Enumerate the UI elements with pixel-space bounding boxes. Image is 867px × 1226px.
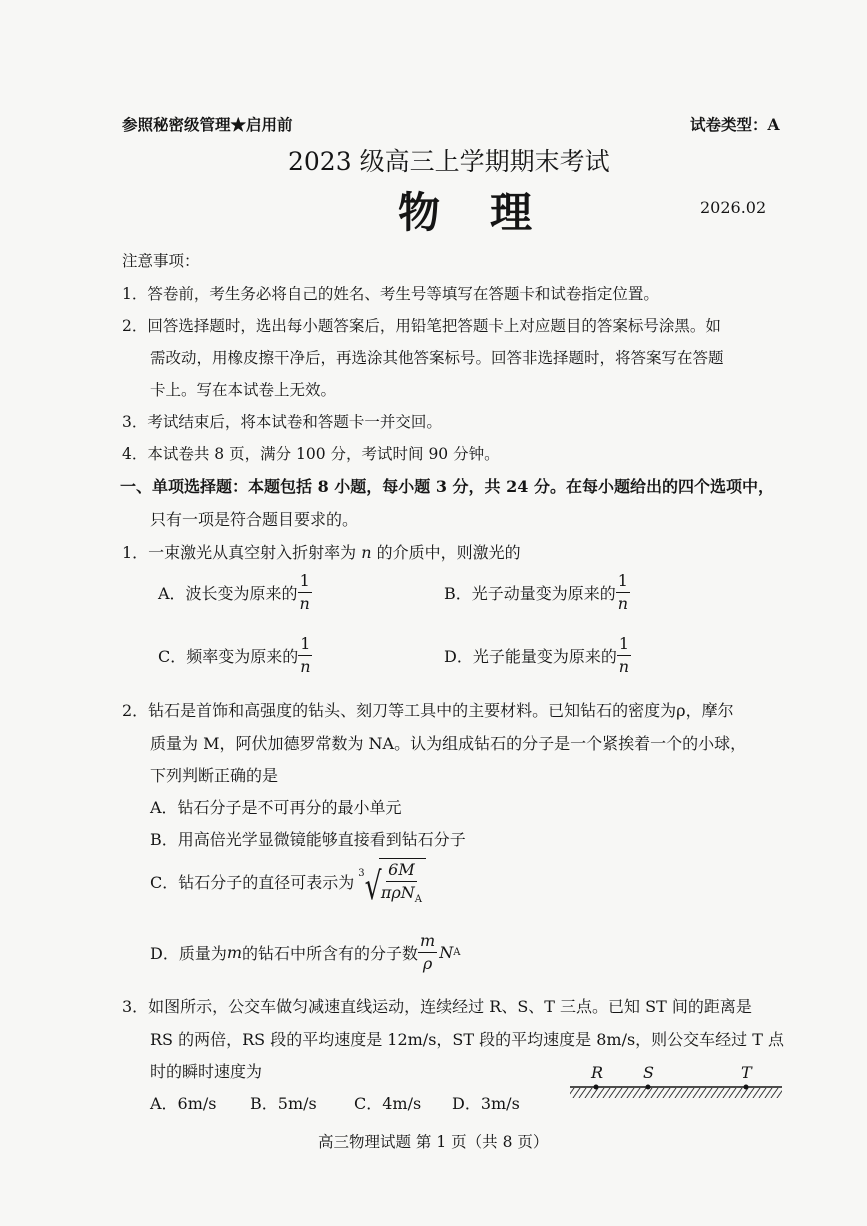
subject-title: 物 理 [398,188,537,237]
point-label-s: S [643,1063,654,1082]
note-line: 4．本试卷共 8 页，满分 100 分，考试时间 90 分钟。 [122,445,500,463]
point-t-dot [744,1085,749,1090]
note-line: 需改动，用橡皮擦干净后，再选涂其他答案标号。回答非选择题时，将答案写在答题 [150,349,724,367]
question-2-line: 下列判断正确的是 [150,766,279,785]
ground-hatch [570,1088,782,1098]
exam-date: 2026.02 [700,198,767,217]
confidential-label: 参照秘密级管理★启用前 [122,115,293,134]
question-3-line: 3．如图所示，公交车做匀减速直线运动，连续经过 R、S、T 三点。已知 ST 间的距离是 [122,997,752,1016]
page-footer: 高三物理试题 第 1 页（共 8 页） [318,1133,549,1151]
paper-type-label: 试卷类型：A [690,115,780,134]
exam-title: 2023 级高三上学期期末考试 [288,147,610,176]
question-2-option-b: B．用高倍光学显微镜能够直接看到钻石分子 [150,830,466,849]
question-3-option-c: C．4m/s [354,1094,422,1113]
question-2-line: 质量为 M，阿伏加德罗常数为 NA。认为组成钻石的分子是一个紧挨着一个的小球， [150,734,747,753]
question-1-stem: 1．一束激光从真空射入折射率为 n 的介质中，则激光的 [122,543,521,562]
note-line: 卡上。写在本试卷上无效。 [150,381,337,399]
question-3-option-a: A．6m/s [150,1094,217,1113]
point-r-dot [594,1085,599,1090]
notes-heading: 注意事项： [122,252,200,270]
question-2-option-c: C．钻石分子的直径可表示为 3 √ $\frac{6M}{\pi\rho N_A}$ [150,858,426,905]
question-2-option-d: D．质量为 m 的钻石中所含有的分子数 $\frac{m}{\rho}$ N A [150,931,461,973]
point-s-dot [646,1085,651,1090]
question-3-line: 时的瞬时速度为 [150,1062,263,1081]
question-3-option-d: D．3m/s [452,1094,520,1113]
note-line: 1．答卷前，考生务必将自己的姓名、考生号等填写在答题卡和试卷指定位置。 [122,285,659,303]
note-line: 2．回答选择题时，选出每小题答案后，用铅笔把答题卡上对应题目的答案标号涂黑。如 [122,317,721,335]
road-diagram [566,1078,786,1106]
question-1-option-c: C．频率变为原来的 $\frac{1}{n}$ [158,634,311,676]
question-3-option-b: B．5m/s [250,1094,317,1113]
section-subheading: 只有一项是符合题目要求的。 [150,510,359,529]
point-label-t: T [741,1063,752,1082]
question-1-option-b: B．光子动量变为原来的 $\frac{1}{n}$ [444,571,629,613]
question-2-option-a: A．钻石分子是不可再分的最小单元 [150,798,402,817]
cube-root-expression: 3 √ $\frac{6M}{\pi\rho N_A}$ [354,858,426,905]
question-2-line: 2．钻石是首饰和高强度的钻头、刻刀等工具中的主要材料。已知钻石的密度为ρ，摩尔 [122,701,734,720]
note-line: 3．考试结束后，将本试卷和答题卡一并交回。 [122,413,442,431]
point-label-r: R [591,1063,604,1082]
question-1-option-d: D．光子能量变为原来的 $\frac{1}{n}$ [444,634,630,676]
question-1-option-a: A．波长变为原来的 $\frac{1}{n}$ [158,571,310,613]
question-3-line: RS 的两倍，RS 段的平均速度是 12m/s，ST 段的平均速度是 8m/s，则公交车经过 T 点 [150,1030,785,1049]
section-heading: 一、单项选择题：本题包括 8 小题，每小题 3 分，共 24 分。在每小题给出的四个选项中， [120,477,774,496]
